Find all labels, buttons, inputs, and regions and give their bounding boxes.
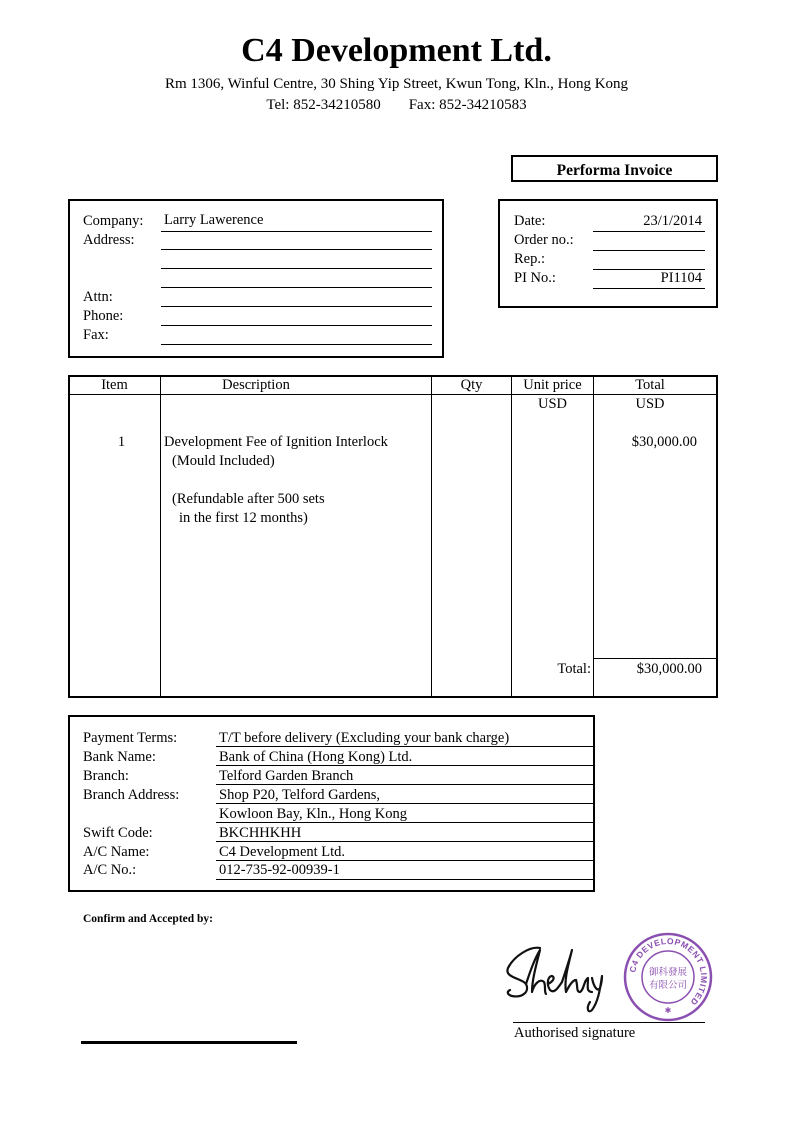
pi-value: PI1104 xyxy=(660,270,702,286)
payment-underline xyxy=(216,841,594,842)
svg-text:✱: ✱ xyxy=(664,1006,672,1015)
header-unit-price: Unit price xyxy=(523,377,582,393)
rep-underline xyxy=(593,269,705,270)
company-value: Larry Lawerence xyxy=(164,212,264,228)
header-qty: Qty xyxy=(460,377,483,393)
header-description: Description xyxy=(222,377,290,393)
unit-price-currency: USD xyxy=(537,396,567,412)
address-label: Address: xyxy=(83,232,135,248)
account-number-label: A/C No.: xyxy=(83,862,137,878)
address-underline-3 xyxy=(161,287,432,288)
company-label: Company: xyxy=(83,213,144,229)
company-underline xyxy=(161,231,432,232)
svg-text:有限公司: 有限公司 xyxy=(648,980,688,991)
total-row-divider xyxy=(594,658,717,659)
phone-label: Phone: xyxy=(83,308,124,324)
handwritten-signature xyxy=(500,936,620,1016)
grand-total-value: $30,000.00 xyxy=(636,661,702,677)
bank-name-value: Bank of China (Hong Kong) Ltd. xyxy=(219,749,413,765)
col-divider-4 xyxy=(593,376,594,697)
customer-signature-line xyxy=(81,1041,297,1044)
company-address: Rm 1306, Winful Centre, 30 Shing Yip Street, Kwun Tong, Kln., Hong Kong xyxy=(164,76,629,92)
branch-address-line: Shop P20, Telford Gardens, xyxy=(219,787,381,803)
row-description-line: (Mould Included) xyxy=(172,453,275,469)
row-description-line: Development Fee of Ignition Interlock xyxy=(164,434,388,450)
row-description-line: (Refundable after 500 sets xyxy=(172,491,325,507)
doc-title: Performa Invoice xyxy=(556,162,673,179)
swift-code-value: BKCHHKHH xyxy=(219,825,302,841)
payment-underline xyxy=(216,879,594,880)
payment-terms-value: T/T before delivery (Excluding your bank charge) xyxy=(219,730,510,746)
order-underline xyxy=(593,250,705,251)
items-table xyxy=(68,375,718,698)
company-fax: Fax: 852-34210583 xyxy=(408,97,527,113)
fax-underline xyxy=(161,344,432,345)
company-contact xyxy=(0,98,793,113)
branch-address-line: Kowloon Bay, Kln., Hong Kong xyxy=(219,806,407,822)
payment-underline xyxy=(216,765,594,766)
pi-underline xyxy=(593,288,705,289)
svg-text:C4 DEVELOPMENT LIMITED: C4 DEVELOPMENT LIMITED xyxy=(627,935,710,1008)
date-value: 23/1/2014 xyxy=(643,213,702,229)
payment-underline xyxy=(216,822,594,823)
order-label: Order no.: xyxy=(514,232,574,248)
col-divider-2 xyxy=(431,376,432,697)
doc-title-box xyxy=(511,155,718,182)
account-name-label: A/C Name: xyxy=(83,844,150,860)
header-total: Total xyxy=(635,377,665,393)
swift-code-label: Swift Code: xyxy=(83,825,153,841)
payment-underline xyxy=(216,860,594,861)
address-underline-1 xyxy=(161,249,432,250)
rep-label: Rep.: xyxy=(514,251,546,267)
row-item-number: 1 xyxy=(117,434,126,450)
authorised-signature-line xyxy=(513,1022,705,1023)
date-label: Date: xyxy=(514,213,546,229)
account-name-value: C4 Development Ltd. xyxy=(219,844,346,860)
attn-label: Attn: xyxy=(83,289,113,305)
branch-value: Telford Garden Branch xyxy=(219,768,354,784)
table-header-divider xyxy=(69,394,717,395)
branch-label: Branch: xyxy=(83,768,129,784)
header-item: Item xyxy=(101,377,128,393)
date-underline xyxy=(593,231,705,232)
company-tel: Tel: 852-34210580 xyxy=(266,97,381,113)
fax-label: Fax: xyxy=(83,327,109,343)
payment-underline xyxy=(216,803,594,804)
pi-label: PI No.: xyxy=(514,270,556,286)
svg-text:御科發展: 御科發展 xyxy=(648,967,688,978)
grand-total-label: Total: xyxy=(557,661,591,677)
col-divider-3 xyxy=(511,376,512,697)
account-number-value: 012-735-92-00939-1 xyxy=(219,862,340,878)
row-total: $30,000.00 xyxy=(631,434,697,450)
payment-underline xyxy=(216,784,594,785)
confirm-label: Confirm and Accepted by: xyxy=(83,913,214,925)
payment-underline xyxy=(216,746,594,747)
total-currency: USD xyxy=(635,396,665,412)
payment-terms-label: Payment Terms: xyxy=(83,730,178,746)
phone-underline xyxy=(161,325,432,326)
col-divider-1 xyxy=(160,376,161,697)
bank-name-label: Bank Name: xyxy=(83,749,156,765)
address-underline-2 xyxy=(161,268,432,269)
row-description-line: in the first 12 months) xyxy=(179,510,308,526)
company-name: C4 Development Ltd. xyxy=(241,32,552,69)
branch-address-label: Branch Address: xyxy=(83,787,180,803)
authorised-signature-label: Authorised signature xyxy=(514,1025,636,1041)
company-seal xyxy=(622,931,714,1023)
attn-underline xyxy=(161,306,432,307)
